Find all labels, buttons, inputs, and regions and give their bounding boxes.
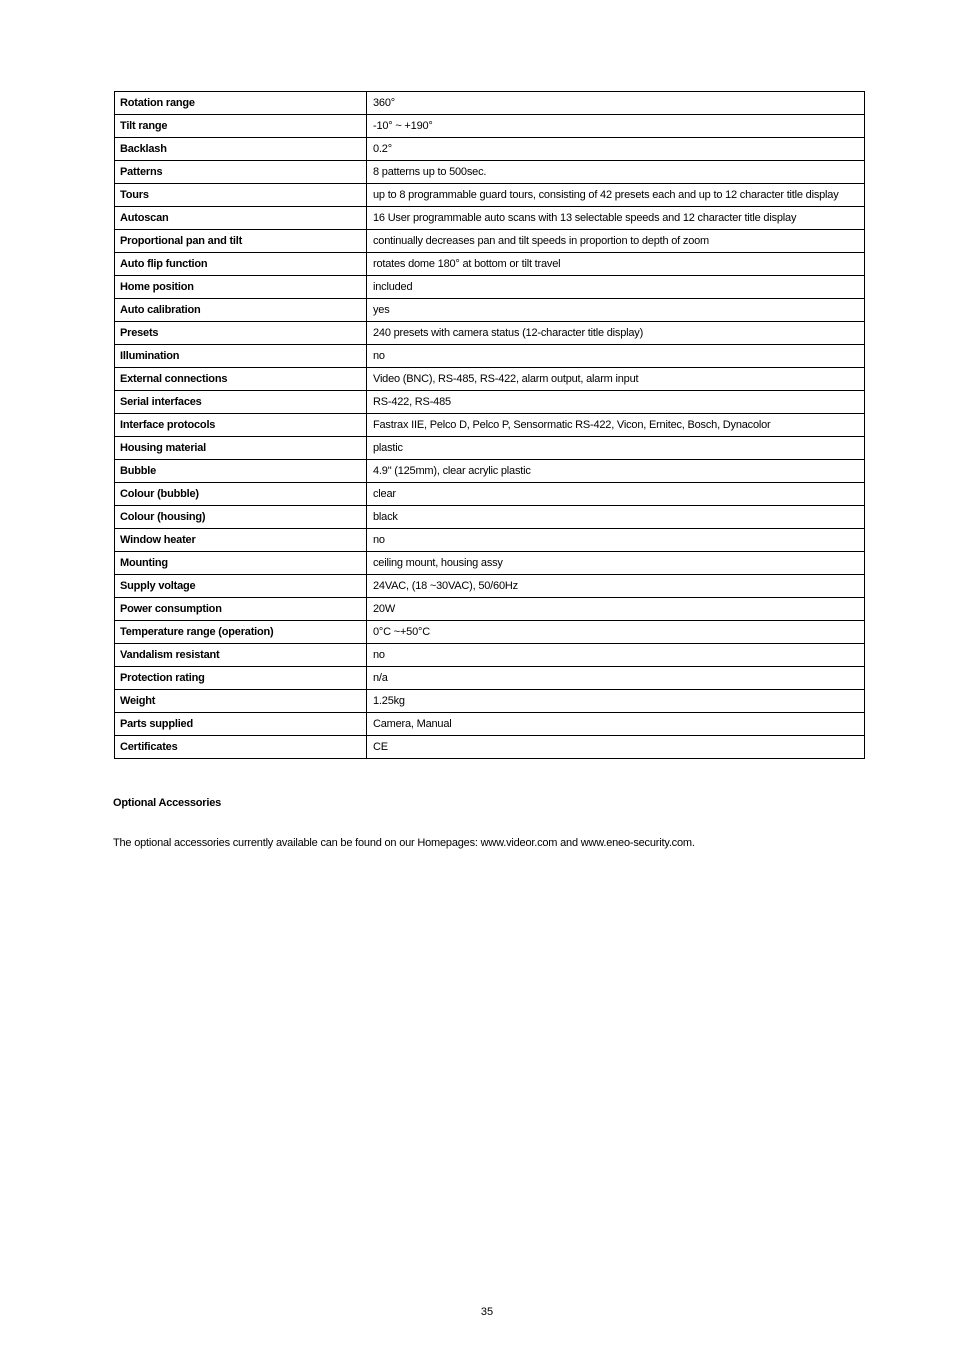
table-row xyxy=(115,184,865,207)
spec-value: up to 8 programmable guard tours, consisting of 42 presets each and up to 12 character title display xyxy=(367,184,865,207)
table-row xyxy=(115,736,865,759)
spec-label: Serial interfaces xyxy=(115,391,367,414)
spec-value: black xyxy=(367,506,865,529)
spec-label: Proportional pan and tilt xyxy=(115,230,367,253)
table-row xyxy=(115,506,865,529)
table-row xyxy=(115,138,865,161)
spec-label: Housing material xyxy=(115,437,367,460)
spec-label: Mounting xyxy=(115,552,367,575)
page-number: 35 xyxy=(480,1306,494,1318)
spec-value: continually decreases pan and tilt speeds in proportion to depth of zoom xyxy=(367,230,865,253)
table-row xyxy=(115,161,865,184)
table-row xyxy=(115,276,865,299)
spec-value: -10° ~ +190° xyxy=(367,115,865,138)
table-row xyxy=(115,667,865,690)
spec-value: 24VAC, (18 ~30VAC), 50/60Hz xyxy=(367,575,865,598)
spec-label: Window heater xyxy=(115,529,367,552)
table-row xyxy=(115,299,865,322)
table-row xyxy=(115,598,865,621)
spec-label: Tilt range xyxy=(115,115,367,138)
spec-label: External connections xyxy=(115,368,367,391)
table-row xyxy=(115,391,865,414)
spec-value: plastic xyxy=(367,437,865,460)
spec-value: 4.9" (125mm), clear acrylic plastic xyxy=(367,460,865,483)
spec-label: Weight xyxy=(115,690,367,713)
table-row xyxy=(115,437,865,460)
spec-value: 20W xyxy=(367,598,865,621)
spec-value: 360° xyxy=(367,92,865,115)
spec-value: 0.2° xyxy=(367,138,865,161)
spec-value: Fastrax IIE, Pelco D, Pelco P, Sensormatic RS-422, Vicon, Ernitec, Bosch, Dynacolor xyxy=(367,414,865,437)
spec-value: n/a xyxy=(367,667,865,690)
spec-value: 0°C ~+50°C xyxy=(367,621,865,644)
spec-label: Illumination xyxy=(115,345,367,368)
spec-value: clear xyxy=(367,483,865,506)
spec-label: Tours xyxy=(115,184,367,207)
table-row xyxy=(115,483,865,506)
spec-label: Patterns xyxy=(115,161,367,184)
table-row xyxy=(115,575,865,598)
spec-label: Presets xyxy=(115,322,367,345)
spec-label: Colour (bubble) xyxy=(115,483,367,506)
spec-value: yes xyxy=(367,299,865,322)
table-row xyxy=(115,414,865,437)
spec-label: Certificates xyxy=(115,736,367,759)
table-row xyxy=(115,552,865,575)
table-row xyxy=(115,529,865,552)
spec-value: no xyxy=(367,345,865,368)
table-row xyxy=(115,207,865,230)
spec-value: 1.25kg xyxy=(367,690,865,713)
spec-label: Supply voltage xyxy=(115,575,367,598)
spec-value: 8 patterns up to 500sec. xyxy=(367,161,865,184)
spec-label: Temperature range (operation) xyxy=(115,621,367,644)
table-row xyxy=(115,621,865,644)
table-row xyxy=(115,713,865,736)
spec-label: Colour (housing) xyxy=(115,506,367,529)
spec-label: Backlash xyxy=(115,138,367,161)
spec-value: no xyxy=(367,529,865,552)
spec-label: Auto flip function xyxy=(115,253,367,276)
table-row xyxy=(115,253,865,276)
table-row xyxy=(115,115,865,138)
spec-label: Bubble xyxy=(115,460,367,483)
table-row xyxy=(115,92,865,115)
table-row xyxy=(115,460,865,483)
spec-label: Autoscan xyxy=(115,207,367,230)
table-row xyxy=(115,690,865,713)
specifications-table xyxy=(114,91,865,759)
spec-value: ceiling mount, housing assy xyxy=(367,552,865,575)
spec-value: RS-422, RS-485 xyxy=(367,391,865,414)
table-row xyxy=(115,345,865,368)
optional-accessories-text: The optional accessories currently available can be found on our Homepages: www.videor.com and www.eneo-security.com. xyxy=(113,837,695,849)
spec-label: Power consumption xyxy=(115,598,367,621)
table-row xyxy=(115,230,865,253)
spec-label: Interface protocols xyxy=(115,414,367,437)
specifications-table-body xyxy=(115,92,865,759)
spec-value: no xyxy=(367,644,865,667)
spec-value: 240 presets with camera status (12-character title display) xyxy=(367,322,865,345)
spec-label: Home position xyxy=(115,276,367,299)
spec-value: rotates dome 180° at bottom or tilt travel xyxy=(367,253,865,276)
spec-value: 16 User programmable auto scans with 13 selectable speeds and 12 character title display xyxy=(367,207,865,230)
spec-label: Protection rating xyxy=(115,667,367,690)
table-row xyxy=(115,322,865,345)
spec-label: Parts supplied xyxy=(115,713,367,736)
optional-accessories-heading: Optional Accessories xyxy=(113,797,222,809)
table-row xyxy=(115,368,865,391)
spec-value: included xyxy=(367,276,865,299)
spec-label: Rotation range xyxy=(115,92,367,115)
table-row xyxy=(115,644,865,667)
spec-label: Auto calibration xyxy=(115,299,367,322)
spec-value: CE xyxy=(367,736,865,759)
spec-value: Video (BNC), RS-485, RS-422, alarm output, alarm input xyxy=(367,368,865,391)
spec-value: Camera, Manual xyxy=(367,713,865,736)
spec-label: Vandalism resistant xyxy=(115,644,367,667)
